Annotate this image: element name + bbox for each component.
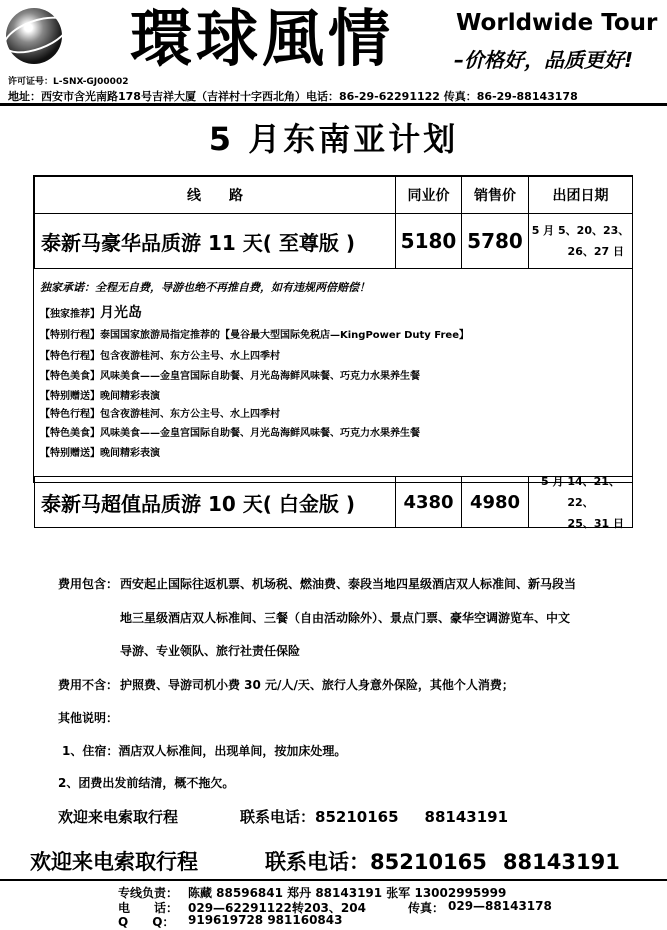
destination-tag: 【独家推荐】 bbox=[40, 309, 100, 320]
fees-included-line3: 导游、专业领队、旅行社责任保险 bbox=[120, 644, 301, 658]
destination bbox=[40, 302, 142, 322]
phone-2-large: 88143191 bbox=[502, 850, 620, 874]
footer-line3-label: Q Q： bbox=[118, 915, 175, 929]
fees-excluded: 护照费、导游司机小费 30 元/人/天、旅行人身意外保险，其他个人消费； bbox=[120, 678, 514, 692]
other-notes-label: 其他说明： bbox=[58, 711, 119, 725]
footer-divider bbox=[0, 879, 667, 881]
tour1-dates bbox=[528, 213, 633, 269]
footer-line2-label: 电 话： bbox=[118, 901, 179, 915]
slogan: –价格好，品质更好! bbox=[454, 48, 634, 72]
fees-included-label: 费用包含： bbox=[58, 577, 119, 591]
tour2-sale-price: 4980 bbox=[461, 476, 529, 528]
note-lodging: 1、住宿：酒店双人标准间，出现单间，按加床处理。 bbox=[62, 744, 347, 758]
contact-phones-large bbox=[265, 846, 620, 876]
phones-label: 联系电话： bbox=[240, 808, 316, 826]
tour2-dates-line2: 25、31 日 bbox=[567, 516, 624, 530]
feature-item: 【特色美食】风味美食——金皇宫国际自助餐、月光岛海鲜风味餐、巧克力水果养生餐 bbox=[40, 371, 420, 382]
footer-line3-value: 919619728 981160843 bbox=[188, 913, 343, 927]
footer-fax: 029—88143178 bbox=[448, 899, 552, 913]
welcome-text-large: 欢迎来电索取行程 bbox=[30, 850, 198, 874]
footer-line2-value: 029—62291122转203、204 bbox=[188, 901, 366, 915]
contact-phones bbox=[240, 806, 508, 827]
fees-excluded-label: 费用不含： bbox=[58, 678, 119, 692]
feature-item: 【特别赠送】晚间精彩表演 bbox=[40, 448, 160, 459]
welcome-text: 欢迎来电索取行程 bbox=[58, 808, 179, 826]
header-sale-price: 销售价 bbox=[461, 176, 529, 214]
feature-item: 【特色行程】包含夜游桂河、东方公主号、水上四季村 bbox=[40, 351, 280, 362]
tour1-trade-price: 5180 bbox=[395, 213, 462, 269]
destination-name: 月光岛 bbox=[100, 305, 142, 321]
phone-1: 85210165 bbox=[315, 808, 399, 826]
footer-line1-label: 专线负责： bbox=[118, 886, 179, 900]
tour2-name: 泰新马超值品质游 10 天( 白金版 ) bbox=[34, 476, 396, 528]
brand-name-en: Worldwide Tour bbox=[456, 10, 658, 36]
header-divider bbox=[0, 103, 667, 106]
header-trade-price: 同业价 bbox=[395, 176, 462, 214]
page-title: 5 月东南亚计划 bbox=[208, 120, 459, 158]
tour2-dates-line1: 5 月 14、21、22、 bbox=[541, 474, 620, 509]
footer-line1-value: 陈藏 88596841 郑丹 88143191 张军 13002995999 bbox=[188, 886, 507, 900]
tour1-dates-line2: 26、27 日 bbox=[567, 245, 624, 258]
phones-label-large: 联系电话： bbox=[265, 850, 370, 874]
feature-item: 【特色美食】风味美食——金皇宫国际自助餐、月光岛海鲜风味餐、巧克力水果养生餐 bbox=[40, 428, 420, 439]
address-line: 地址：西安市含光南路178号吉祥大厦（吉祥村十字西北角）电话：86-29-62291122 传真：86-29-88143178 bbox=[8, 90, 578, 103]
tour1-name: 泰新马豪华品质游 11 天( 至尊版 ) bbox=[34, 213, 396, 269]
feature-item: 【特色行程】包含夜游桂河、东方公主号、水上四季村 bbox=[40, 409, 280, 420]
fees-included-line1: 西安起止国际往返机票、机场税、燃油费、泰段当地四星级酒店双人标准间、新马段当 bbox=[120, 577, 577, 591]
feature-item: 【特别行程】泰国国家旅游局指定推荐的【曼谷最大型国际免税店—KingPower Duty Free】 bbox=[40, 330, 469, 341]
feature-item: 【特别赠送】晚间精彩表演 bbox=[40, 391, 160, 402]
footer-fax-label: 传真： bbox=[408, 901, 445, 915]
phone-2: 88143191 bbox=[424, 808, 509, 826]
note-payment: 2、团费出发前结清，概不拖欠。 bbox=[58, 776, 235, 790]
header-departure-dates: 出团日期 bbox=[528, 176, 633, 214]
tour2-dates bbox=[528, 476, 633, 528]
fees-included-line2: 地三星级酒店双人标准间、三餐（自由活动除外）、景点门票、豪华空调游览车、中文 bbox=[120, 611, 571, 625]
tour2-trade-price: 4380 bbox=[395, 476, 462, 528]
brand-name-cn: 環球風情 bbox=[130, 2, 395, 75]
tour1-dates-line1: 5 月 5、20、23、 bbox=[531, 224, 630, 237]
promise-text: 独家承诺：全程无自费，导游也绝不再推自费，如有违规两倍赔偿！ bbox=[40, 281, 370, 294]
phone-1-large: 85210165 bbox=[370, 850, 487, 874]
header-route: 线 路 bbox=[34, 176, 396, 214]
license-number: 许可证号：L-SNX-GJ00002 bbox=[8, 77, 129, 87]
tour1-sale-price: 5780 bbox=[461, 213, 529, 269]
